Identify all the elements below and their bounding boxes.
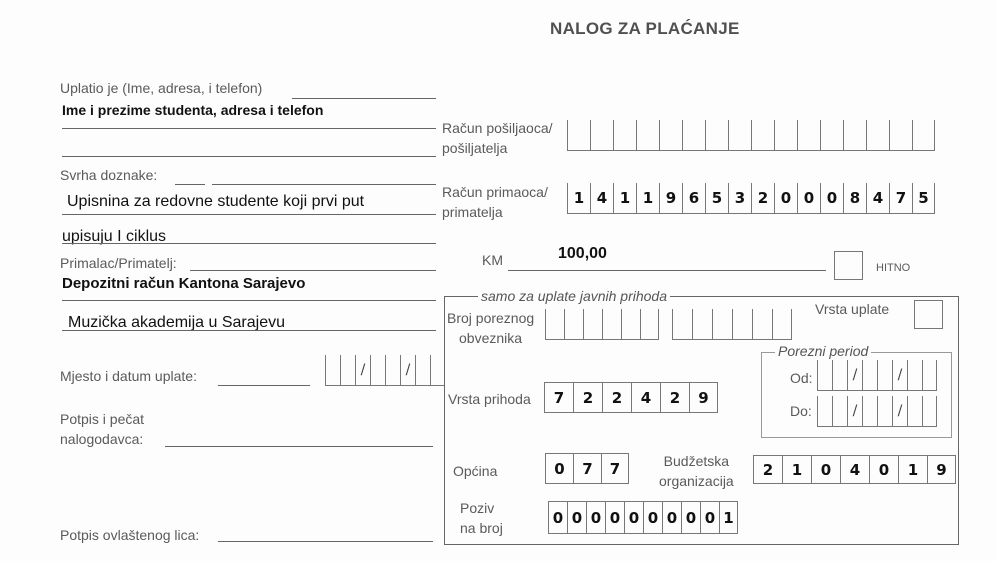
purpose-label: Svrha doznake: (60, 167, 158, 183)
date-cell[interactable] (430, 355, 445, 386)
period-cell[interactable] (892, 360, 907, 391)
account-cell[interactable] (820, 120, 843, 151)
tax-number-cell[interactable] (602, 309, 621, 340)
date-cell[interactable] (355, 355, 370, 386)
currency-label: KM (482, 252, 503, 268)
form-title: NALOG ZA PLAĆANJE (550, 19, 740, 38)
recipient-value-2[interactable]: Muzička akademija u Sarajevu (68, 314, 285, 331)
budget-org-label-2: organizacija (659, 473, 734, 489)
tax-number-label-1: Broj poreznog (447, 310, 535, 326)
period-cell[interactable] (877, 360, 892, 391)
account-cell[interactable] (636, 120, 659, 151)
account-digit[interactable]: 9 (659, 183, 682, 214)
public-revenue-title: samo za uplate javnih prihoda (478, 288, 670, 304)
tax-number-cell[interactable] (692, 309, 712, 340)
period-cell[interactable] (862, 396, 877, 427)
purpose-line-b (212, 184, 436, 185)
account-digit[interactable]: 5 (912, 183, 935, 214)
budget-digit[interactable]: 1 (782, 455, 811, 484)
period-cell[interactable] (817, 396, 832, 427)
revenue-type-boxes[interactable] (544, 382, 718, 413)
payment-type-label: Vrsta uplate (815, 301, 890, 317)
account-digit[interactable]: 4 (866, 183, 889, 214)
period-slash: / (897, 367, 903, 383)
revenue-digit[interactable]: 7 (544, 382, 573, 413)
account-digit[interactable]: 4 (590, 183, 613, 214)
account-digit[interactable]: 2 (751, 183, 774, 214)
tax-number-label (447, 308, 534, 348)
period-to-label: Do: (790, 403, 812, 419)
purpose-line-2 (62, 214, 436, 215)
signature-stamp-label-2: nalogodavca: (60, 431, 144, 447)
account-cell[interactable] (705, 120, 728, 151)
sender-account-label (442, 118, 553, 158)
purpose-line-a (175, 184, 205, 185)
purpose-value-2[interactable]: upisuju I ciklus (62, 228, 167, 245)
recipient-account-boxes[interactable] (567, 183, 935, 214)
purpose-value-1[interactable]: Upisnina za redovne studente koji prvi put (67, 193, 365, 210)
date-cell[interactable] (400, 355, 415, 386)
reference-digit[interactable]: 0 (643, 501, 662, 534)
reference-digit[interactable]: 0 (548, 501, 567, 534)
urgent-checkbox[interactable] (834, 251, 863, 280)
period-slash: / (852, 403, 858, 419)
account-cell[interactable] (866, 120, 889, 151)
date-cell[interactable] (340, 355, 355, 386)
date-boxes[interactable] (325, 355, 445, 386)
recipient-account-label-2: primatelja (442, 204, 503, 220)
place-date-label: Mjesto i datum uplate: (60, 368, 197, 384)
signature-line[interactable] (165, 446, 433, 447)
amount-value[interactable]: 100,00 (558, 245, 607, 262)
account-cell[interactable] (682, 120, 705, 151)
period-slash: / (897, 403, 903, 419)
tax-number-cell[interactable] (640, 309, 659, 340)
budget-digit[interactable]: 9 (927, 455, 956, 484)
tax-number-label-2: obveznika (459, 330, 523, 346)
amount-line (508, 270, 826, 271)
account-cell[interactable] (912, 120, 935, 151)
authorized-signature-line[interactable] (218, 541, 433, 542)
reference-digit[interactable]: 0 (681, 501, 700, 534)
period-cell[interactable] (862, 360, 877, 391)
account-cell[interactable] (774, 120, 797, 151)
revenue-digit[interactable]: 4 (631, 382, 660, 413)
period-cell[interactable] (922, 396, 937, 427)
payer-line-3 (62, 156, 436, 157)
period-cell[interactable] (832, 396, 847, 427)
tax-number-cell[interactable] (672, 309, 692, 340)
account-digit[interactable]: 1 (636, 183, 659, 214)
reference-digit[interactable]: 0 (624, 501, 643, 534)
reference-boxes[interactable] (548, 501, 738, 534)
recipient-label: Primalac/Primatelj: (60, 255, 177, 271)
account-cell[interactable] (590, 120, 613, 151)
account-digit[interactable]: 1 (567, 183, 590, 214)
budget-digit[interactable]: 4 (840, 455, 869, 484)
municipality-digit[interactable]: 0 (545, 453, 573, 484)
recipient-account-label (442, 182, 548, 222)
tax-number-cell[interactable] (545, 309, 564, 340)
account-digit[interactable]: 3 (728, 183, 751, 214)
date-slash: / (405, 362, 411, 378)
period-cell[interactable] (907, 396, 922, 427)
period-from-boxes[interactable] (817, 360, 937, 391)
budget-digit[interactable]: 0 (869, 455, 898, 484)
recipient-account-label-1: Račun primaoca/ (442, 184, 548, 200)
revenue-digit[interactable]: 2 (573, 382, 602, 413)
reference-digit[interactable]: 1 (719, 501, 738, 534)
date-cell[interactable] (415, 355, 430, 386)
reference-label (460, 498, 503, 538)
signature-stamp-label-1: Potpis i pečat (60, 411, 145, 427)
period-cell[interactable] (817, 360, 832, 391)
recipient-line-3 (62, 330, 436, 331)
tax-number-boxes-1[interactable] (545, 309, 659, 340)
municipality-boxes[interactable] (545, 453, 629, 484)
municipality-digit[interactable]: 7 (573, 453, 601, 484)
account-digit[interactable]: 0 (797, 183, 820, 214)
reference-digit[interactable]: 0 (700, 501, 719, 534)
reference-label-1: Poziv (460, 500, 495, 516)
date-cell[interactable] (325, 355, 340, 386)
period-cell[interactable] (877, 396, 892, 427)
purpose-line-3 (62, 243, 436, 244)
tax-number-cell[interactable] (564, 309, 583, 340)
revenue-type-label: Vrsta prihoda (448, 391, 531, 407)
period-cell[interactable] (847, 396, 862, 427)
date-cell[interactable] (370, 355, 385, 386)
reference-digit[interactable]: 0 (586, 501, 605, 534)
period-to-boxes[interactable] (817, 396, 937, 427)
recipient-line-1 (190, 270, 436, 271)
period-cell[interactable] (892, 396, 907, 427)
account-cell[interactable] (567, 120, 590, 151)
payer-line-1 (292, 98, 436, 99)
account-cell[interactable] (889, 120, 912, 151)
tax-period-title: Porezni period (775, 343, 871, 359)
revenue-digit[interactable]: 2 (602, 382, 631, 413)
payer-line-2 (62, 128, 436, 129)
authorized-signature-label: Potpis ovlaštenog lica: (60, 527, 200, 543)
sender-account-label-2: pošiljatelja (442, 140, 508, 156)
account-cell[interactable] (797, 120, 820, 151)
account-digit[interactable]: 0 (820, 183, 843, 214)
tax-number-boxes-2[interactable] (672, 309, 792, 340)
reference-digit[interactable]: 0 (662, 501, 681, 534)
payment-type-box[interactable] (914, 300, 943, 329)
recipient-value-1[interactable]: Depozitni račun Kantona Sarajevo (62, 275, 306, 292)
period-slash: / (852, 367, 858, 383)
budget-digit[interactable]: 1 (898, 455, 927, 484)
account-digit[interactable]: 5 (705, 183, 728, 214)
budget-org-boxes[interactable] (753, 455, 956, 484)
account-cell[interactable] (728, 120, 751, 151)
reference-label-2: na broj (460, 520, 503, 536)
period-cell[interactable] (907, 360, 922, 391)
date-slash: / (360, 362, 366, 378)
account-cell[interactable] (659, 120, 682, 151)
payer-label: Uplatio je (Ime, adresa, i telefon) (60, 80, 263, 96)
tax-number-cell[interactable] (732, 309, 752, 340)
reference-digit[interactable]: 0 (605, 501, 624, 534)
budget-org-label (659, 451, 734, 491)
sender-account-boxes[interactable] (567, 120, 935, 151)
municipality-label: Općina (453, 463, 498, 479)
account-cell[interactable] (751, 120, 774, 151)
signature-stamp-label (60, 409, 144, 449)
tax-number-cell[interactable] (712, 309, 732, 340)
account-digit[interactable]: 0 (774, 183, 797, 214)
recipient-line-2 (62, 300, 436, 301)
account-digit[interactable]: 6 (682, 183, 705, 214)
account-cell[interactable] (843, 120, 866, 151)
tax-number-cell[interactable] (583, 309, 602, 340)
tax-number-cell[interactable] (772, 309, 792, 340)
period-from-label: Od: (790, 370, 813, 386)
period-cell[interactable] (832, 360, 847, 391)
municipality-digit[interactable]: 7 (601, 453, 629, 484)
budget-digit[interactable]: 2 (753, 455, 782, 484)
tax-number-cell[interactable] (621, 309, 640, 340)
tax-number-cell[interactable] (752, 309, 772, 340)
revenue-digit[interactable]: 9 (689, 382, 718, 413)
period-cell[interactable] (847, 360, 862, 391)
account-digit[interactable]: 7 (889, 183, 912, 214)
sender-account-label-1: Račun pošiljaoca/ (442, 120, 553, 136)
revenue-digit[interactable]: 2 (660, 382, 689, 413)
account-digit[interactable]: 1 (613, 183, 636, 214)
place-line[interactable] (218, 385, 310, 386)
budget-digit[interactable]: 0 (811, 455, 840, 484)
period-cell[interactable] (922, 360, 937, 391)
reference-digit[interactable]: 0 (567, 501, 586, 534)
date-cell[interactable] (385, 355, 400, 386)
payer-value[interactable]: Ime i prezime studenta, adresa i telefon (62, 102, 324, 118)
urgent-label: HITNO (876, 262, 911, 274)
budget-org-label-1: Budžetska (663, 453, 730, 469)
account-cell[interactable] (613, 120, 636, 151)
account-digit[interactable]: 8 (843, 183, 866, 214)
